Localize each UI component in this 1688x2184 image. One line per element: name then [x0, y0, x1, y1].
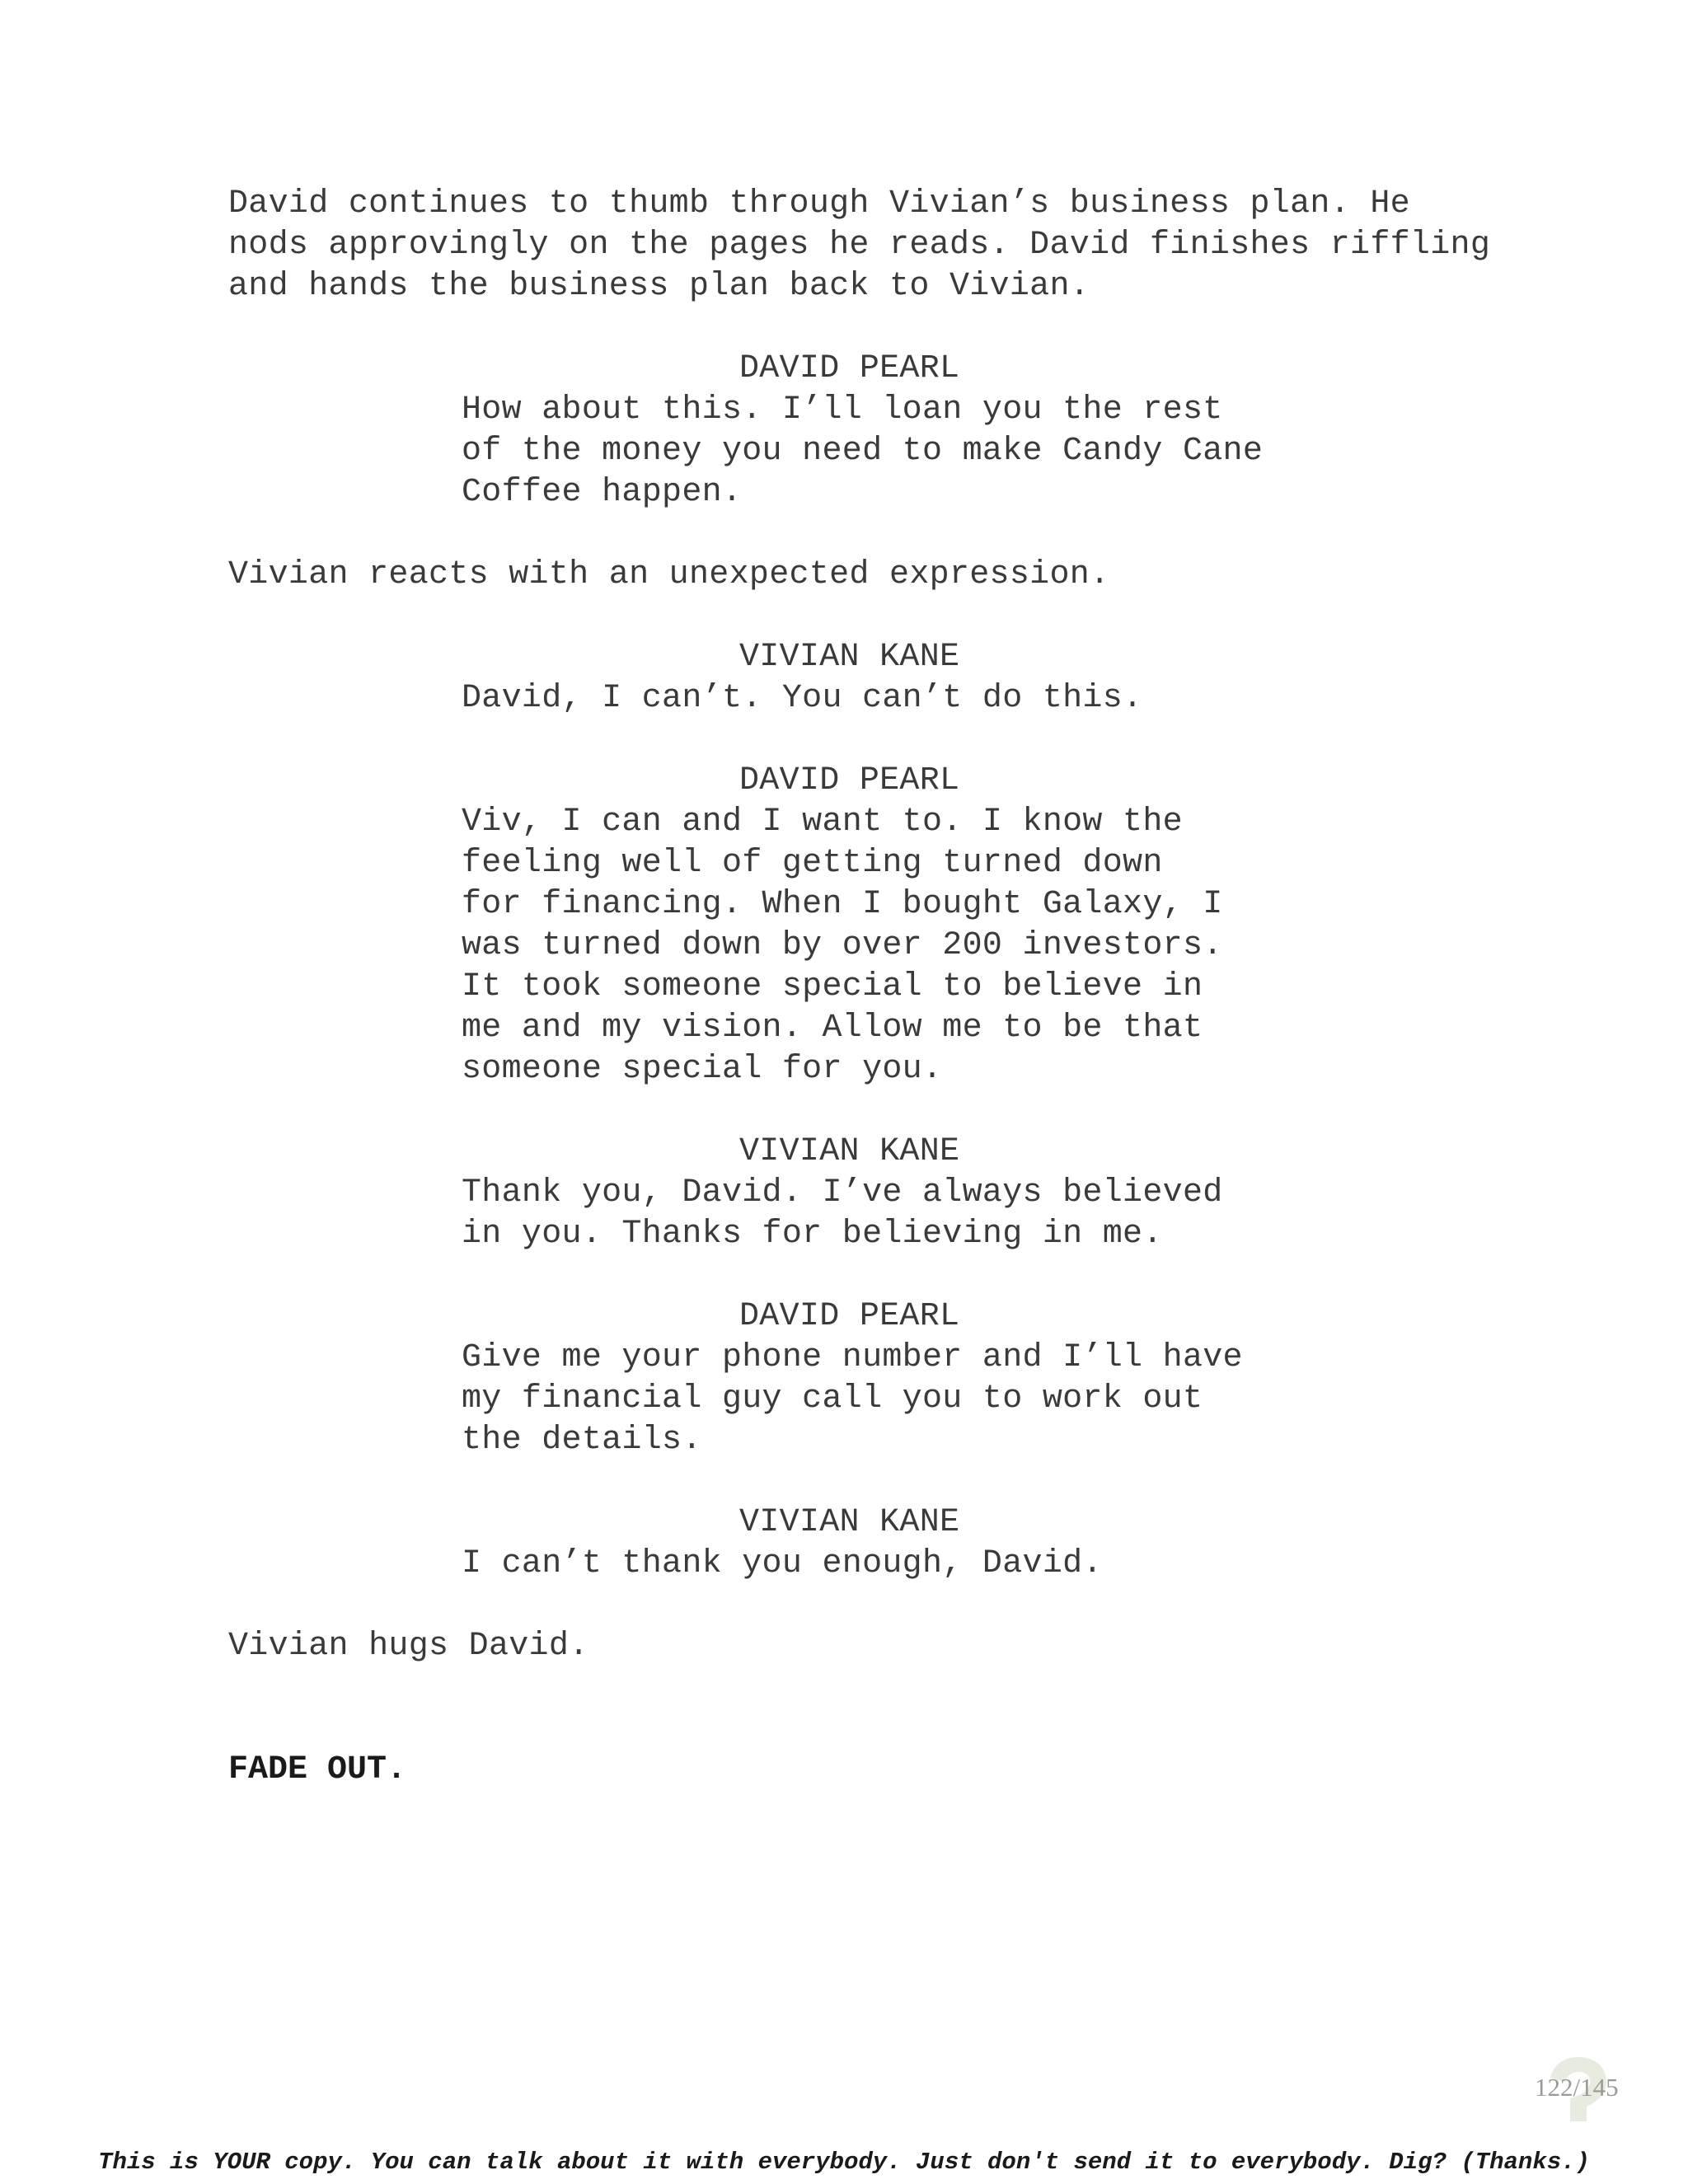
- dialogue-line: my financial guy call you to work out: [462, 1380, 1203, 1418]
- dialogue-line: was turned down by over 200 investors.: [462, 927, 1223, 964]
- transition-fade-out: FADE OUT.: [228, 1751, 407, 1788]
- dialogue-line: the details.: [462, 1422, 702, 1459]
- action-line: Vivian reacts with an unexpected expression.: [228, 556, 1110, 593]
- character-cue: DAVID PEARL: [739, 1298, 960, 1335]
- dialogue-line: David, I can’t. You can’t do this.: [462, 680, 1143, 717]
- dialogue-line: Thank you, David. I’ve always believed: [462, 1174, 1223, 1212]
- character-cue: DAVID PEARL: [739, 350, 960, 387]
- dialogue-line: Give me your phone number and I’ll have: [462, 1339, 1243, 1376]
- character-cue: VIVIAN KANE: [739, 1504, 960, 1541]
- dialogue-line: of the money you need to make Candy Cane: [462, 433, 1264, 470]
- dialogue-line: It took someone special to believe in: [462, 968, 1203, 1005]
- footer-notice: This is YOUR copy. You can talk about it with everybody. Just don't send it to everybody. Dig? (Thanks.): [98, 2149, 1590, 2176]
- character-cue: DAVID PEARL: [739, 762, 960, 799]
- dialogue-line: How about this. I’ll loan you the rest: [462, 391, 1223, 429]
- character-cue: VIVIAN KANE: [739, 1133, 960, 1170]
- dialogue-line: for financing. When I bought Galaxy, I: [462, 886, 1223, 923]
- action-line: nods approvingly on the pages he reads. David finishes riffling: [228, 227, 1491, 264]
- action-line: Vivian hugs David.: [228, 1628, 589, 1665]
- dialogue-line: I can’t thank you enough, David.: [462, 1545, 1103, 1582]
- dialogue-line: someone special for you.: [462, 1051, 943, 1088]
- dialogue-line: Coffee happen.: [462, 474, 743, 511]
- action-line: David continues to thumb through Vivian’s business plan. He: [228, 185, 1410, 223]
- action-line: and hands the business plan back to Vivian.: [228, 268, 1090, 305]
- dialogue-line: in you. Thanks for believing in me.: [462, 1216, 1163, 1253]
- character-cue: VIVIAN KANE: [739, 639, 960, 676]
- page-number: 122/145: [1535, 2073, 1619, 2102]
- dialogue-line: me and my vision. Allow me to be that: [462, 1010, 1203, 1047]
- dialogue-line: Viv, I can and I want to. I know the: [462, 804, 1183, 841]
- dialogue-line: feeling well of getting turned down: [462, 845, 1163, 882]
